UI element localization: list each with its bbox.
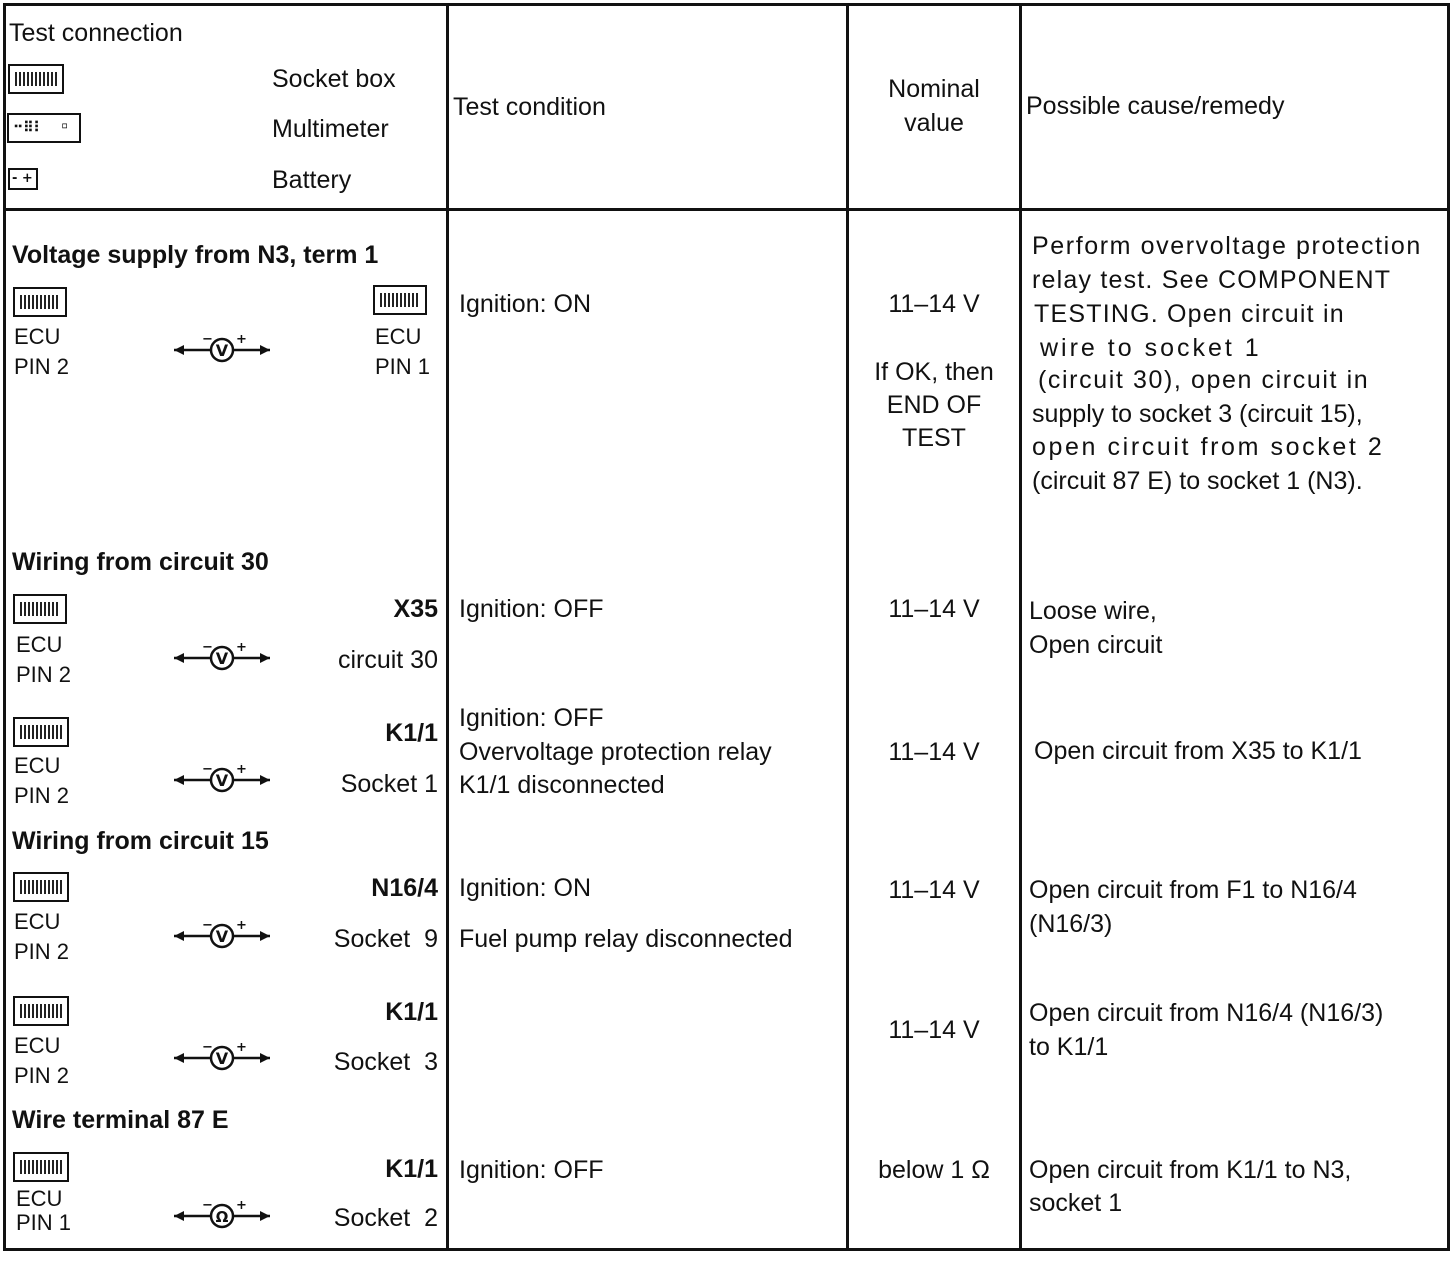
nominal-value: 11–14 V bbox=[888, 738, 980, 766]
connection-right-label: X35 bbox=[393, 595, 438, 623]
socket-box-icon bbox=[13, 1152, 69, 1182]
nominal-note-line1: If OK, then bbox=[874, 358, 994, 386]
ohmmeter-symbol-icon bbox=[172, 1201, 272, 1231]
connection-right-label: N16/4 bbox=[371, 874, 438, 902]
cause-line: Perform overvoltage protection bbox=[1032, 232, 1422, 260]
socket-box-icon bbox=[8, 64, 64, 94]
cause-line: socket 1 bbox=[1029, 1189, 1123, 1217]
svg-text:+: + bbox=[236, 765, 247, 777]
test-condition: K1/1 disconnected bbox=[459, 771, 665, 799]
cause-line: Loose wire, bbox=[1029, 597, 1157, 625]
voltmeter-symbol-icon bbox=[172, 335, 272, 365]
column-divider-1 bbox=[446, 4, 449, 1249]
test-condition: Fuel pump relay disconnected bbox=[459, 925, 793, 953]
socket-box-icon bbox=[13, 717, 69, 747]
socket-box-icon bbox=[13, 872, 69, 902]
header-nominal-value-line2: value bbox=[904, 109, 964, 137]
cause-line: Open circuit from X35 to K1/1 bbox=[1034, 737, 1362, 765]
meter-symbol-text: V bbox=[215, 1049, 229, 1068]
header-nominal-value-line1: Nominal bbox=[888, 75, 980, 103]
svg-text:+: + bbox=[236, 643, 247, 655]
column-divider-2 bbox=[846, 4, 849, 1249]
meter-symbol-text: Ω bbox=[215, 1208, 229, 1226]
connection-left-label: ECU bbox=[16, 632, 63, 657]
section-title-circuit-30: Wiring from circuit 30 bbox=[12, 548, 269, 576]
svg-text:−: − bbox=[202, 1201, 213, 1213]
cause-line: supply to socket 3 (circuit 15), bbox=[1032, 400, 1363, 428]
connection-left-label: ECU bbox=[14, 324, 61, 349]
nominal-value: 11–14 V bbox=[888, 595, 980, 623]
svg-text:+: + bbox=[236, 1043, 247, 1055]
connection-right-pin: Socket 9 bbox=[333, 925, 438, 953]
svg-text:−: − bbox=[202, 643, 213, 655]
cause-line: (N16/3) bbox=[1029, 910, 1113, 938]
voltmeter-symbol-icon bbox=[172, 921, 272, 951]
connection-right-pin: Socket 3 bbox=[333, 1048, 438, 1076]
meter-symbol-text: V bbox=[215, 341, 229, 360]
test-condition: Ignition: OFF bbox=[459, 595, 604, 623]
test-condition: Ignition: ON bbox=[459, 290, 592, 318]
connection-right-label: ECU bbox=[375, 324, 422, 349]
test-condition: Ignition: OFF bbox=[459, 1156, 604, 1184]
cause-line: (circuit 30), open circuit in bbox=[1038, 366, 1370, 394]
socket-box-icon bbox=[13, 287, 67, 317]
connection-left-pin: PIN 2 bbox=[16, 662, 72, 687]
cause-line: Open circuit from N16/4 (N16/3) bbox=[1029, 999, 1384, 1027]
test-condition: Ignition: OFF bbox=[459, 704, 604, 732]
cause-line: Open circuit bbox=[1029, 631, 1163, 659]
svg-text:−: − bbox=[202, 1043, 213, 1055]
cause-line: relay test. See COMPONENT bbox=[1032, 266, 1392, 294]
multimeter-icon: ⠒⠿⠇ ▫ bbox=[7, 113, 81, 143]
voltmeter-symbol-icon bbox=[172, 1043, 272, 1073]
socket-box-icon bbox=[13, 996, 69, 1026]
svg-text:−: − bbox=[202, 765, 213, 777]
voltmeter-symbol-icon bbox=[172, 765, 272, 795]
column-divider-3 bbox=[1019, 4, 1022, 1249]
svg-text:−: − bbox=[202, 921, 213, 933]
section-title-circuit-15: Wiring from circuit 15 bbox=[12, 827, 269, 855]
connection-left-label: ECU bbox=[14, 909, 61, 934]
header-possible-cause: Possible cause/remedy bbox=[1026, 92, 1285, 120]
meter-symbol-text: V bbox=[215, 771, 229, 790]
battery-icon: - + bbox=[8, 168, 38, 190]
socket-box-icon bbox=[13, 594, 67, 624]
cause-line: Open circuit from K1/1 to N3, bbox=[1029, 1156, 1352, 1184]
nominal-value: 11–14 V bbox=[888, 290, 980, 318]
meter-symbol-text: V bbox=[215, 927, 229, 946]
connection-right-label: K1/1 bbox=[385, 719, 438, 747]
connection-left-pin: PIN 2 bbox=[14, 783, 70, 808]
connection-right-pin: circuit 30 bbox=[337, 646, 438, 674]
header-test-connection: Test connection bbox=[9, 19, 183, 47]
legend-socket-box-label: Socket box bbox=[272, 65, 396, 93]
cause-line: open circuit from socket 2 bbox=[1032, 433, 1385, 461]
section-title-voltage-supply: Voltage supply from N3, term 1 bbox=[12, 241, 379, 269]
cause-line: Open circuit from F1 to N16/4 bbox=[1029, 876, 1357, 904]
cause-line: (circuit 87 E) to socket 1 (N3). bbox=[1032, 467, 1363, 495]
socket-box-icon bbox=[373, 285, 427, 315]
cause-line: to K1/1 bbox=[1029, 1033, 1109, 1061]
svg-text:+: + bbox=[236, 921, 247, 933]
connection-left-label: ECU bbox=[16, 1186, 63, 1211]
nominal-note-line2: END OF bbox=[886, 391, 982, 419]
connection-left-pin: PIN 2 bbox=[14, 939, 70, 964]
meter-symbol-text: V bbox=[215, 649, 229, 668]
nominal-value: 11–14 V bbox=[888, 876, 980, 904]
svg-text:+: + bbox=[236, 1201, 247, 1213]
connection-left-pin: PIN 1 bbox=[16, 1210, 72, 1235]
nominal-value: 11–14 V bbox=[888, 1016, 980, 1044]
connection-left-label: ECU bbox=[14, 1033, 61, 1058]
section-title-terminal-87e: Wire terminal 87 E bbox=[12, 1106, 229, 1134]
cause-line: TESTING. Open circuit in bbox=[1034, 300, 1345, 328]
connection-left-pin: PIN 2 bbox=[14, 1063, 70, 1088]
connection-left-pin: PIN 2 bbox=[14, 354, 70, 379]
connection-right-label: K1/1 bbox=[385, 1155, 438, 1183]
connection-left-label: ECU bbox=[14, 753, 61, 778]
cause-line: wire to socket 1 bbox=[1040, 334, 1262, 362]
legend-multimeter-label: Multimeter bbox=[272, 115, 389, 143]
connection-right-pin: PIN 1 bbox=[375, 354, 431, 379]
connection-right-pin: Socket 1 bbox=[340, 770, 438, 798]
header-test-condition: Test condition bbox=[453, 93, 606, 121]
header-divider bbox=[3, 208, 1449, 211]
test-condition: Ignition: ON bbox=[459, 874, 592, 902]
legend-battery-label: Battery bbox=[272, 166, 352, 194]
connection-right-label: K1/1 bbox=[385, 998, 438, 1026]
svg-text:−: − bbox=[202, 335, 213, 347]
test-condition: Overvoltage protection relay bbox=[459, 738, 772, 766]
svg-text:+: + bbox=[236, 335, 247, 347]
connection-right-pin: Socket 2 bbox=[333, 1204, 438, 1232]
nominal-value: below 1 Ω bbox=[878, 1156, 990, 1184]
voltmeter-symbol-icon bbox=[172, 643, 272, 673]
nominal-note-line3: TEST bbox=[902, 424, 966, 452]
